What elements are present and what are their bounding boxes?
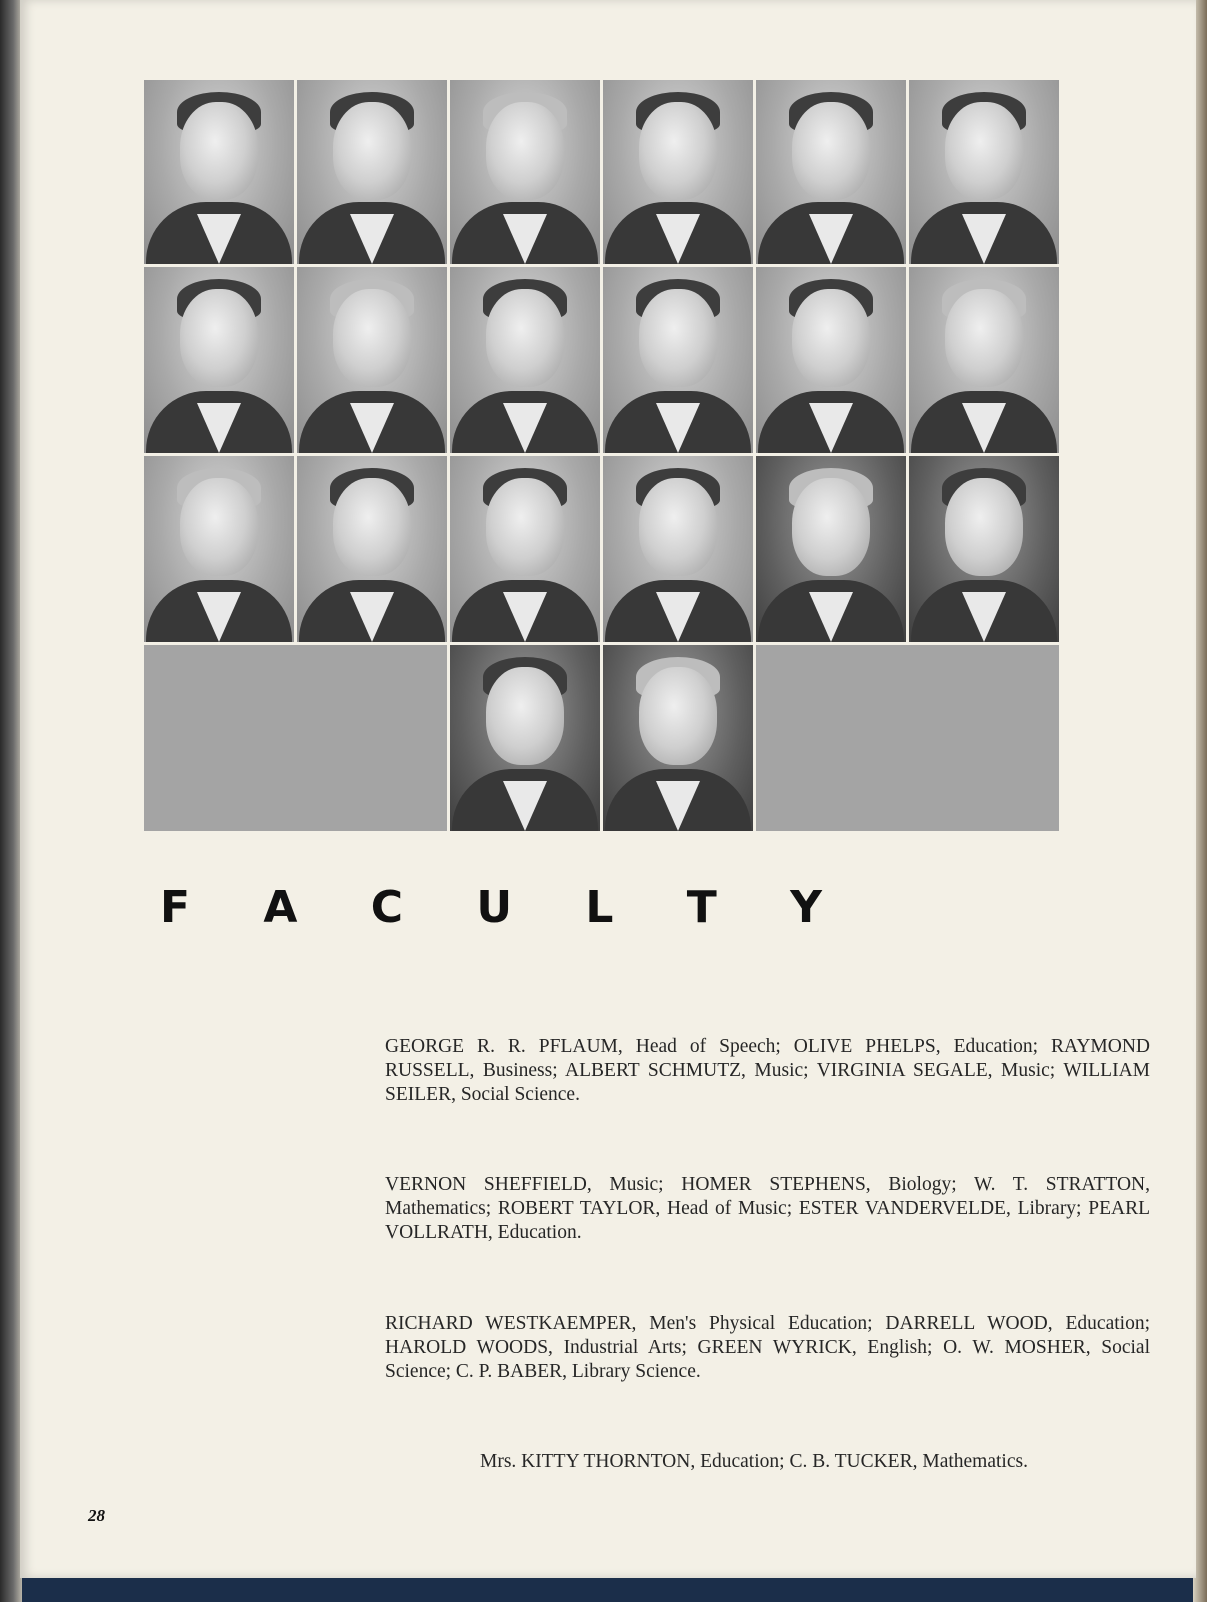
portrait-collar — [350, 214, 394, 264]
caption-paragraph-3: RICHARD WESTKAEMPER, Men's Physical Education; DARRELL WOOD, Education; HAROLD WOODS, Industrial Arts; GREEN WYRICK, English; O. W. MOSHER, Social Science; C. P. BABER, Library Science. — [385, 1312, 1150, 1382]
gray-filler-panel — [144, 645, 447, 831]
portrait-face — [180, 289, 258, 387]
faculty-portrait — [603, 645, 753, 831]
portrait-collar — [197, 214, 241, 264]
portrait-collar — [350, 403, 394, 453]
portrait-collar — [197, 592, 241, 642]
portrait-face — [333, 478, 411, 576]
portrait-face — [639, 102, 717, 200]
portrait-face — [639, 289, 717, 387]
portrait-face — [639, 667, 717, 765]
portrait-collar — [962, 592, 1006, 642]
faculty-portrait — [909, 80, 1059, 264]
faculty-portrait — [909, 456, 1059, 642]
faculty-portrait — [450, 456, 600, 642]
portrait-collar — [503, 214, 547, 264]
portrait-face — [945, 289, 1023, 387]
faculty-portrait — [756, 456, 906, 642]
portrait-collar — [656, 781, 700, 831]
portrait-face — [486, 478, 564, 576]
faculty-portrait — [297, 80, 447, 264]
portrait-collar — [656, 214, 700, 264]
portrait-face — [945, 102, 1023, 200]
portrait-face — [792, 478, 870, 576]
portrait-face — [792, 289, 870, 387]
page-title: F A C U L T Y — [160, 882, 851, 933]
portrait-face — [486, 289, 564, 387]
portrait-collar — [962, 403, 1006, 453]
faculty-portrait — [144, 456, 294, 642]
portrait-collar — [656, 403, 700, 453]
gray-filler-panel — [756, 645, 1059, 831]
faculty-portrait — [297, 267, 447, 453]
portrait-collar — [809, 214, 853, 264]
faculty-portrait — [450, 80, 600, 264]
faculty-portrait — [297, 456, 447, 642]
portrait-face — [945, 478, 1023, 576]
portrait-collar — [350, 592, 394, 642]
faculty-portrait — [756, 267, 906, 453]
faculty-portrait — [144, 80, 294, 264]
faculty-portrait — [603, 456, 753, 642]
caption-paragraph-1: GEORGE R. R. PFLAUM, Head of Speech; OLIVE PHELPS, Education; RAYMOND RUSSELL, Business; ALBERT SCHMUTZ, Music; VIRGINIA SEGALE, Music; WILLIAM SEILER, Social Science. — [385, 1035, 1150, 1105]
portrait-face — [333, 289, 411, 387]
faculty-portrait — [450, 267, 600, 453]
faculty-portrait — [144, 267, 294, 453]
faculty-portrait — [756, 80, 906, 264]
caption-paragraph-2: VERNON SHEFFIELD, Music; HOMER STEPHENS, Biology; W. T. STRATTON, Mathematics; ROBERT TAYLOR, Head of Music; ESTER VANDERVELDE, Library; PEARL VOLLRATH, Education. — [385, 1173, 1150, 1243]
faculty-portrait — [450, 645, 600, 831]
portrait-face — [180, 478, 258, 576]
caption-paragraph-4: Mrs. KITTY THORNTON, Education; C. B. TUCKER, Mathematics. — [480, 1450, 1028, 1472]
portrait-collar — [809, 592, 853, 642]
portrait-collar — [503, 781, 547, 831]
portrait-collar — [809, 403, 853, 453]
portrait-collar — [962, 214, 1006, 264]
faculty-portrait — [909, 267, 1059, 453]
portrait-face — [486, 102, 564, 200]
portrait-collar — [656, 592, 700, 642]
portrait-face — [639, 478, 717, 576]
portrait-face — [333, 102, 411, 200]
faculty-portrait — [603, 267, 753, 453]
faculty-portrait — [603, 80, 753, 264]
portrait-face — [180, 102, 258, 200]
portrait-collar — [197, 403, 241, 453]
portrait-collar — [503, 403, 547, 453]
portrait-collar — [503, 592, 547, 642]
portrait-face — [792, 102, 870, 200]
portrait-face — [486, 667, 564, 765]
page-number: 28 — [88, 1506, 105, 1525]
faculty-photo-grid — [144, 80, 1059, 831]
book-binding — [0, 0, 22, 1602]
yearbook-page — [20, 0, 1196, 1578]
